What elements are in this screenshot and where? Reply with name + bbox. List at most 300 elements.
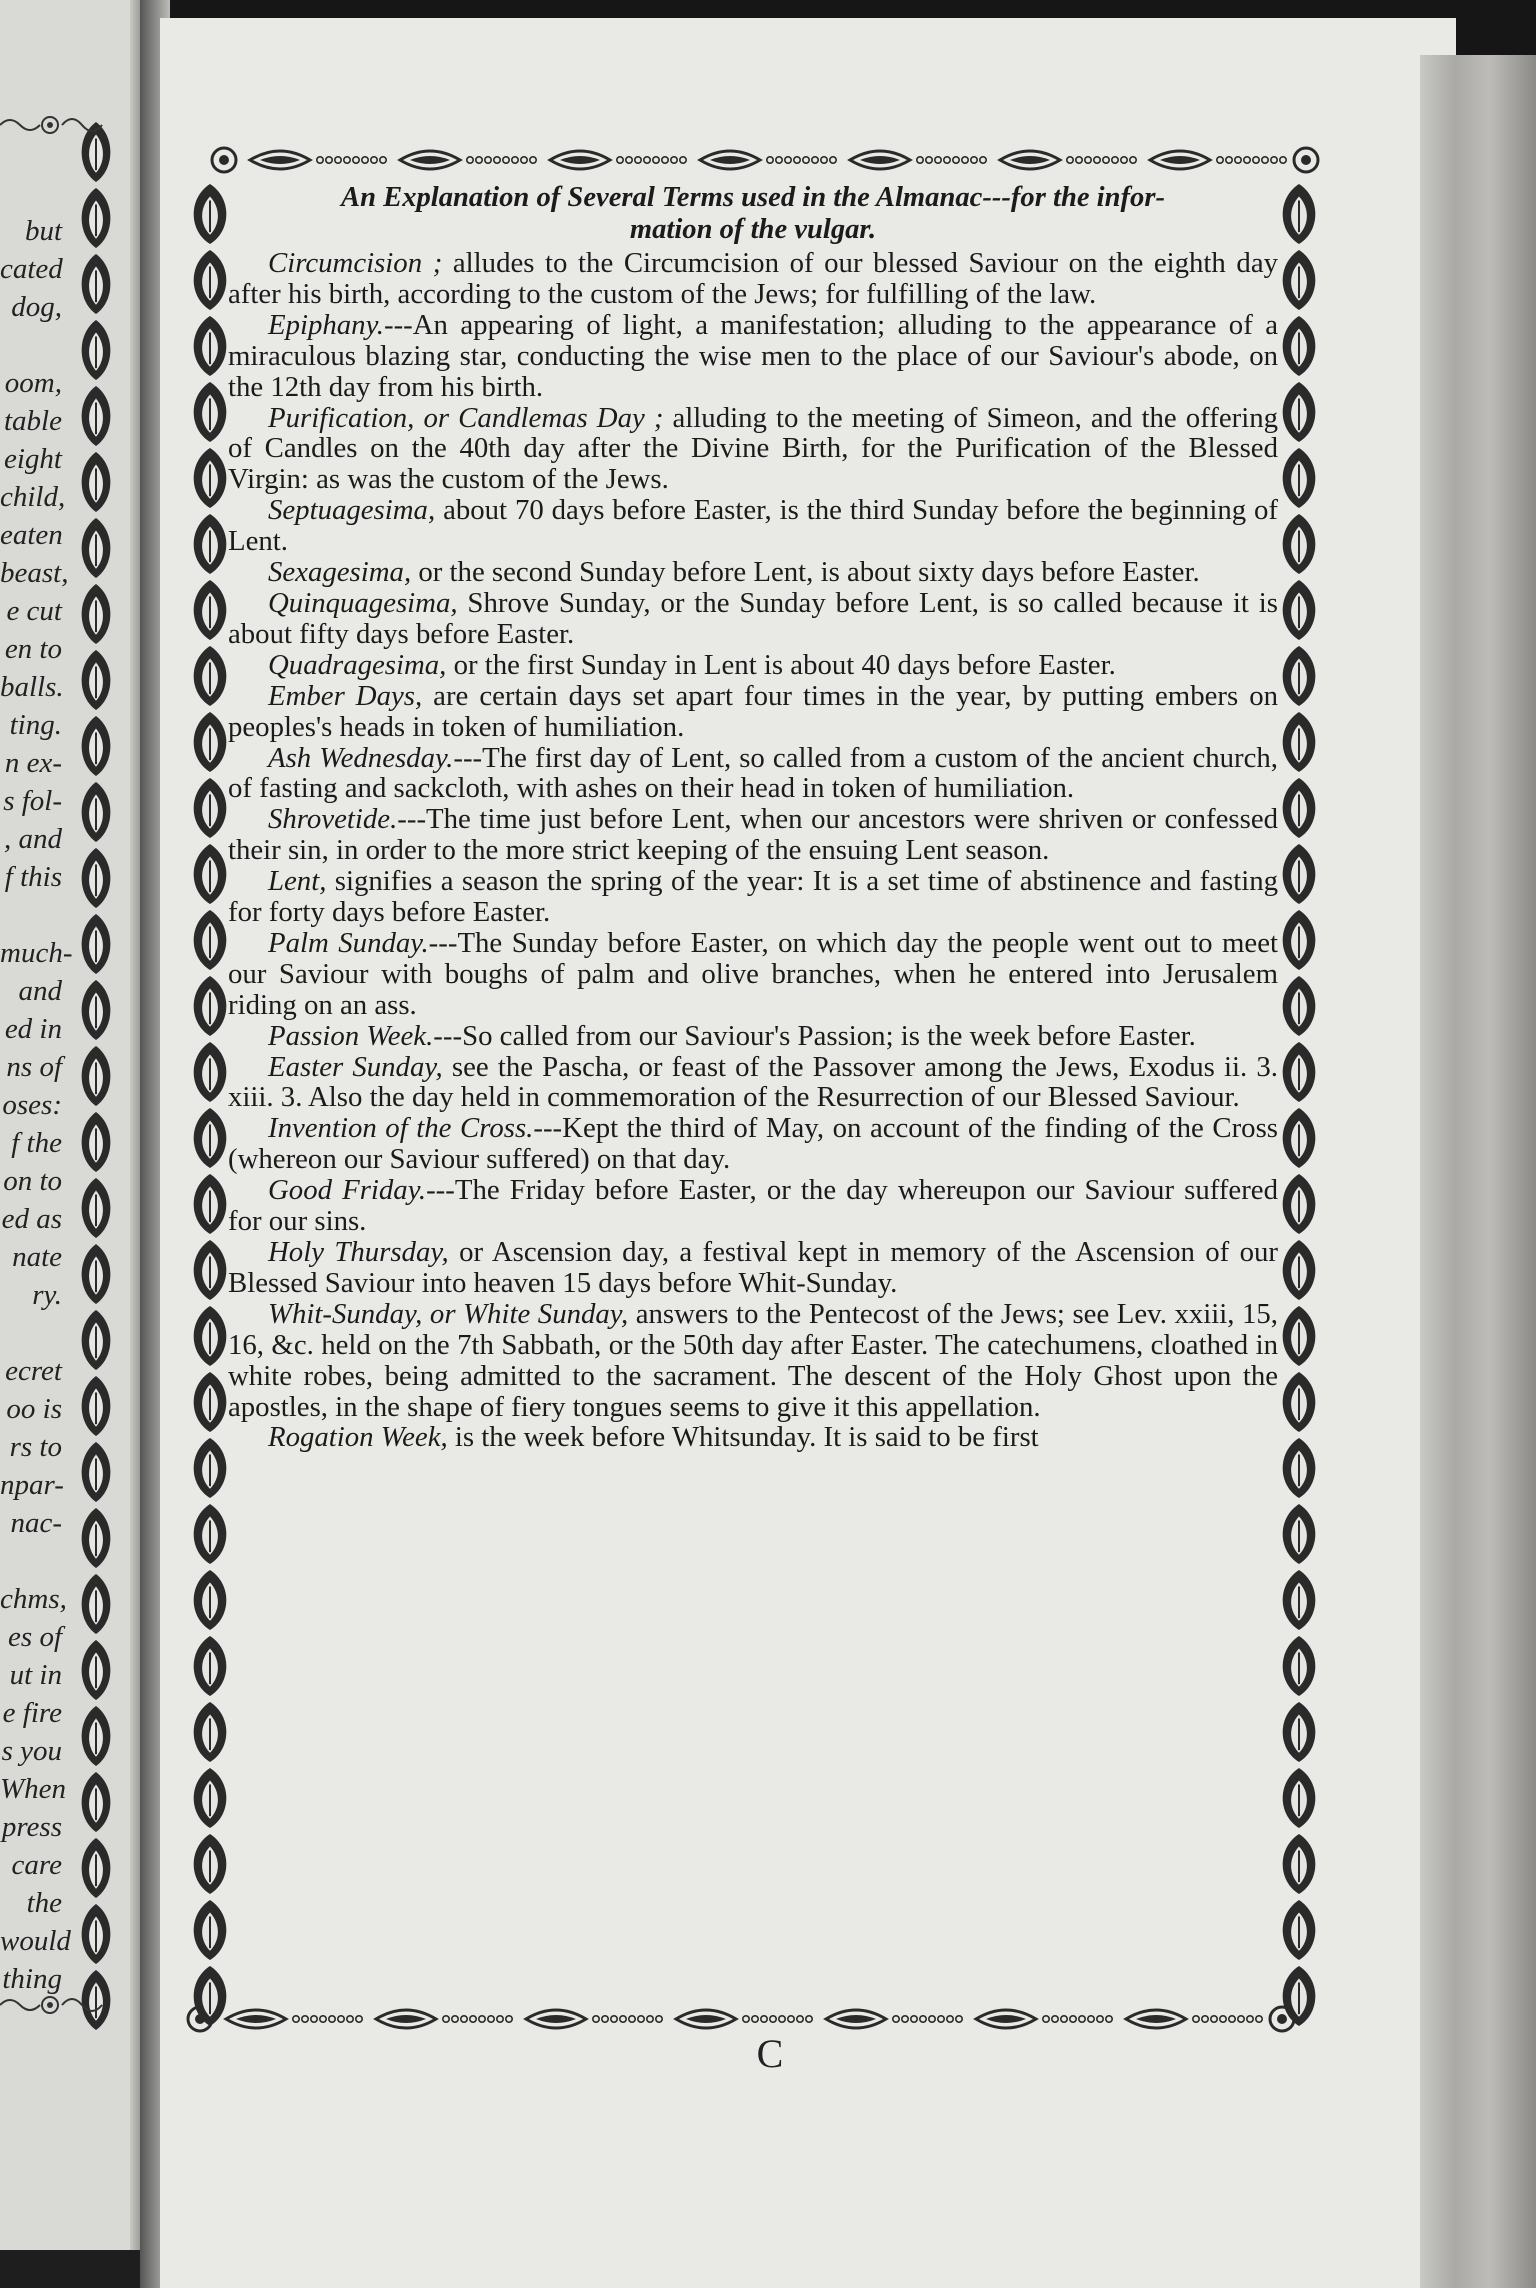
bead bbox=[1130, 157, 1136, 163]
eye-motif-inner bbox=[710, 156, 750, 164]
bead bbox=[506, 2016, 512, 2022]
leaf-ornament bbox=[1283, 1042, 1316, 1102]
term-name: Circumcision ; bbox=[268, 247, 443, 279]
left-page-fragment: ting. bbox=[9, 709, 62, 741]
bead bbox=[338, 2016, 344, 2022]
eye-motif-inner bbox=[986, 2015, 1026, 2023]
bead bbox=[671, 157, 677, 163]
eye-motif-inner bbox=[860, 156, 900, 164]
leaf-ornament bbox=[82, 1442, 111, 1502]
left-page-fragment: rs to bbox=[9, 1431, 62, 1463]
term-name: Whit-Sunday, or White Sunday, bbox=[268, 1297, 629, 1330]
leaf-ornament bbox=[82, 914, 111, 974]
bead bbox=[653, 157, 659, 163]
bead bbox=[944, 157, 950, 163]
term-entry bbox=[228, 588, 1278, 650]
bead bbox=[1271, 157, 1277, 163]
bead bbox=[644, 157, 650, 163]
eye-motif-inner bbox=[1160, 156, 1200, 164]
bead bbox=[494, 157, 500, 163]
leaf-ornament bbox=[194, 1174, 227, 1234]
bead bbox=[452, 2016, 458, 2022]
term-entry bbox=[228, 804, 1278, 866]
bead bbox=[362, 157, 368, 163]
bead bbox=[812, 157, 818, 163]
bead bbox=[1043, 2016, 1049, 2022]
leaf-ornament bbox=[82, 1640, 111, 1700]
leaf-ornament bbox=[1283, 514, 1316, 574]
leaf-ornament bbox=[82, 1376, 111, 1436]
leaf-ornament bbox=[194, 778, 227, 838]
eye-motif-inner bbox=[236, 2015, 276, 2023]
left-page-fragment: s fol- bbox=[3, 785, 62, 817]
bead bbox=[1247, 2016, 1253, 2022]
term-definition: ---So called from our Saviour's Passion; is the week before Easter. bbox=[433, 1019, 1196, 1052]
leaf-ornament bbox=[1283, 580, 1316, 640]
bead bbox=[293, 2016, 299, 2022]
left-page-fragment: oom, bbox=[4, 367, 62, 399]
eye-motif-inner bbox=[560, 156, 600, 164]
term-name: Ember Days, bbox=[268, 679, 423, 712]
term-entries bbox=[228, 248, 1278, 1453]
bead bbox=[1088, 2016, 1094, 2022]
left-page-fragment: on to bbox=[3, 1165, 62, 1197]
term-definition: or Ascension day, a festival kept in memory of the Ascension of our Blessed Saviour into heaven 15 days before Whit-Sunday. bbox=[228, 1236, 1278, 1299]
bead bbox=[752, 2016, 758, 2022]
left-page-fragment: npar- bbox=[0, 1469, 64, 1501]
leaf-ornament bbox=[194, 1636, 227, 1696]
term-definition: are certain days set apart four times in the year, by putting embers on peoples's heads in token of humiliation. bbox=[228, 679, 1278, 743]
term-name: Sexagesima, bbox=[268, 556, 412, 589]
left-page-fragment: chms, bbox=[0, 1583, 67, 1615]
bead bbox=[980, 157, 986, 163]
leaf-ornament bbox=[82, 1706, 111, 1766]
bead bbox=[635, 157, 641, 163]
rosette-center bbox=[1301, 155, 1311, 165]
term-definition: is the week before Whitsunday. It is said to be first bbox=[447, 1421, 1039, 1454]
leaf-ornament bbox=[1283, 1636, 1316, 1696]
term-definition: alluding to the meeting of Simeon, and the offering of Candles on the 40th day after the Divine Birth, for the Purification of the Blessed Virgin: as was the custom of the Jews. bbox=[228, 401, 1278, 496]
leaf-ornament bbox=[1283, 1438, 1316, 1498]
leaf-ornament bbox=[1283, 250, 1316, 310]
leaf-ornament bbox=[194, 844, 227, 904]
left-page-fragment: dog, bbox=[11, 291, 62, 323]
term-definition: about 70 days before Easter, is the third Sunday before the beginning of Lent. bbox=[228, 494, 1278, 558]
leaf-ornament bbox=[194, 1900, 227, 1960]
bead bbox=[629, 2016, 635, 2022]
leaf-ornament bbox=[1283, 910, 1316, 970]
bead bbox=[620, 2016, 626, 2022]
term-definition: ---The Friday before Easter, or the day whereupon our Saviour suffered for our sins. bbox=[228, 1174, 1278, 1238]
left-page-fragment: care bbox=[11, 1849, 62, 1881]
bead bbox=[476, 157, 482, 163]
term-entry bbox=[228, 1237, 1278, 1299]
leaf-ornament bbox=[82, 1046, 111, 1106]
term-definition: signifies a season the spring of the year: It is a set time of abstinence and fasting for forty days before Easter. bbox=[228, 865, 1278, 929]
leaf-ornament bbox=[1283, 1834, 1316, 1894]
bead bbox=[1256, 2016, 1262, 2022]
left-page-fragment: balls. bbox=[0, 671, 64, 703]
bead bbox=[1121, 157, 1127, 163]
term-entry bbox=[228, 743, 1278, 805]
term-definition: see the Pascha, or feast of the Passover among the Jews, Exodus ii. 3. xiii. 3. Also the day held in commemoration of the Resurrection of our Blessed Saviour. bbox=[228, 1050, 1278, 1114]
leaf-ornament bbox=[194, 250, 227, 310]
term-entry bbox=[228, 928, 1278, 1021]
bead bbox=[470, 2016, 476, 2022]
leaf-ornament bbox=[1283, 1372, 1316, 1432]
term-definition: answers to the Pentecost of the Jews; see Lev. xxiii, 15, 16, &c. held on the 7th Sabbath, or the 50th day after Easter. The catechumens, cloathed in white robes, being admitted to the sacrament. The descent of the Holy Ghost upon the apostles, in the shape of fiery tongues seems to give it this appellation. bbox=[228, 1297, 1278, 1423]
bead bbox=[479, 2016, 485, 2022]
leaf-ornament bbox=[194, 580, 227, 640]
eye-motif-inner bbox=[1010, 156, 1050, 164]
term-entry bbox=[228, 1052, 1278, 1114]
leaf-ornament bbox=[1283, 1174, 1316, 1234]
left-page-fragment: e cut bbox=[6, 595, 62, 627]
left-page-top-ornament bbox=[0, 105, 120, 145]
leaf-ornament bbox=[194, 184, 227, 244]
title-line-2: mation of the vulgar. bbox=[629, 214, 877, 245]
leaf-ornament bbox=[82, 1508, 111, 1568]
leaf-ornament bbox=[1283, 976, 1316, 1036]
leaf-ornament bbox=[194, 1438, 227, 1498]
bead bbox=[521, 157, 527, 163]
leaf-ornament bbox=[194, 316, 227, 376]
eye-motif-inner bbox=[386, 2015, 426, 2023]
bead bbox=[1238, 2016, 1244, 2022]
leaf-ornament bbox=[82, 782, 111, 842]
rosette-center bbox=[219, 155, 229, 165]
leaf-ornament bbox=[194, 1042, 227, 1102]
bead bbox=[926, 157, 932, 163]
leaf-ornament bbox=[1283, 1108, 1316, 1168]
eye-motif-inner bbox=[686, 2015, 726, 2023]
term-entry bbox=[228, 866, 1278, 928]
bead bbox=[593, 2016, 599, 2022]
bead bbox=[611, 2016, 617, 2022]
term-name: Quinquagesima, bbox=[268, 586, 458, 619]
term-name: Holy Thursday, bbox=[268, 1236, 449, 1268]
term-name: Epiphany. bbox=[268, 308, 384, 341]
leaf-ornament bbox=[82, 1904, 111, 1964]
bead bbox=[911, 2016, 917, 2022]
left-page-fragment: es of bbox=[8, 1621, 62, 1653]
bead bbox=[797, 2016, 803, 2022]
term-name: Easter Sunday, bbox=[268, 1050, 443, 1083]
leaf-ornament bbox=[194, 1702, 227, 1762]
bead bbox=[917, 157, 923, 163]
term-definition: or the second Sunday before Lent, is about sixty days before Easter. bbox=[411, 556, 1200, 589]
bead bbox=[779, 2016, 785, 2022]
term-entry bbox=[228, 1299, 1278, 1423]
bead bbox=[830, 157, 836, 163]
bead bbox=[1085, 157, 1091, 163]
bead bbox=[971, 157, 977, 163]
leaf-ornament bbox=[194, 1768, 227, 1828]
leaf-ornament bbox=[194, 1372, 227, 1432]
leaf-ornament bbox=[1283, 844, 1316, 904]
bead bbox=[530, 157, 536, 163]
leaf-ornament bbox=[82, 188, 111, 248]
bead bbox=[929, 2016, 935, 2022]
term-name: Lent, bbox=[268, 865, 327, 898]
left-page-fragment: nate bbox=[12, 1241, 62, 1273]
left-page-fragment: much- bbox=[0, 937, 73, 969]
leaf-ornament bbox=[194, 1570, 227, 1630]
term-entry bbox=[228, 650, 1278, 681]
bead bbox=[743, 2016, 749, 2022]
bead bbox=[347, 2016, 353, 2022]
page-edges bbox=[1420, 55, 1536, 2288]
term-definition: ---Kept the third of May, on account of the finding of the Cross (whereon our Saviour suffered) on that day. bbox=[228, 1112, 1278, 1176]
bead bbox=[335, 157, 341, 163]
leaf-ornament bbox=[82, 980, 111, 1040]
leaf-ornament bbox=[82, 650, 111, 710]
leaf-ornament bbox=[82, 1838, 111, 1898]
bead bbox=[353, 157, 359, 163]
leaf-ornament bbox=[82, 452, 111, 512]
term-definition: or the first Sunday in Lent is about 40 days before Easter. bbox=[446, 648, 1116, 681]
bead bbox=[1079, 2016, 1085, 2022]
eye-motif-inner bbox=[410, 156, 450, 164]
leaf-ornament bbox=[194, 712, 227, 772]
leaf-ornament bbox=[82, 1112, 111, 1172]
bead bbox=[443, 2016, 449, 2022]
bead bbox=[1106, 2016, 1112, 2022]
bead bbox=[512, 157, 518, 163]
leaf-ornament bbox=[1283, 1504, 1316, 1564]
bead bbox=[503, 157, 509, 163]
leaf-ornament bbox=[1283, 1702, 1316, 1762]
left-page-fragment: would bbox=[0, 1925, 71, 1957]
title-line-1: An Explanation of Several Terms used in the Almanac---for the infor- bbox=[341, 182, 1165, 213]
leaf-ornament bbox=[82, 518, 111, 578]
leaf-ornament bbox=[82, 848, 111, 908]
left-facing-page bbox=[0, 0, 148, 2250]
leaf-ornament bbox=[82, 320, 111, 380]
bead bbox=[767, 157, 773, 163]
term-entry bbox=[228, 495, 1278, 557]
bead bbox=[902, 2016, 908, 2022]
bead bbox=[626, 157, 632, 163]
left-page-bottom-ornament bbox=[0, 1985, 120, 2025]
term-name: Septuagesima, bbox=[268, 494, 436, 527]
bead bbox=[647, 2016, 653, 2022]
left-page-fragment: but bbox=[24, 215, 62, 247]
bead bbox=[893, 2016, 899, 2022]
left-page-fragment: and bbox=[18, 975, 62, 1007]
leaf-ornament bbox=[194, 1240, 227, 1300]
left-page-fragment: ns of bbox=[6, 1051, 62, 1083]
left-page-fragment: beast, bbox=[0, 557, 69, 589]
leaf-ornament bbox=[1283, 1240, 1316, 1300]
bead bbox=[1244, 157, 1250, 163]
bead bbox=[488, 2016, 494, 2022]
bead bbox=[497, 2016, 503, 2022]
term-entry bbox=[228, 248, 1278, 310]
term-name: Ash Wednesday. bbox=[268, 741, 454, 774]
bead bbox=[467, 157, 473, 163]
term-name: Passion Week. bbox=[268, 1019, 434, 1052]
page-text bbox=[228, 182, 1278, 1992]
rosette-center bbox=[1277, 2014, 1287, 2024]
left-page-fragment: press bbox=[1, 1811, 62, 1843]
leaf-ornament bbox=[1283, 712, 1316, 772]
bead bbox=[1052, 2016, 1058, 2022]
eye-motif-inner bbox=[536, 2015, 576, 2023]
left-page-fragment: eight bbox=[4, 443, 62, 475]
term-definition: alludes to the Circumcision of our blessed Saviour on the eighth day after his birth, according to the custom of the Jews; for fulfilling of the law. bbox=[228, 247, 1278, 310]
bead bbox=[485, 157, 491, 163]
term-entry bbox=[228, 1175, 1278, 1237]
bead bbox=[656, 2016, 662, 2022]
term-name: Invention of the Cross. bbox=[268, 1112, 534, 1145]
left-page-fragment: ut in bbox=[9, 1659, 62, 1691]
bead bbox=[302, 2016, 308, 2022]
term-definition: ---The time just before Lent, when our ancestors were shriven or confessed their sin, in order to the more strict keeping of the ensuing Lent season. bbox=[228, 803, 1278, 867]
left-page-fragment: eaten bbox=[0, 519, 63, 551]
bead bbox=[1076, 157, 1082, 163]
bead bbox=[371, 157, 377, 163]
leaf-ornament bbox=[82, 1178, 111, 1238]
term-definition: ---An appearing of light, a manifestation; alluding to the appearance of a miraculous blazing star, conducting the wise men to the place of our Saviour's abode, on the 12th day from his birth. bbox=[228, 308, 1278, 403]
leaf-ornament bbox=[1283, 1306, 1316, 1366]
left-page-fragment: en to bbox=[4, 633, 62, 665]
leaf-ornament bbox=[1283, 382, 1316, 442]
bead bbox=[311, 2016, 317, 2022]
leaf-ornament bbox=[194, 1834, 227, 1894]
leaf-ornament bbox=[194, 1306, 227, 1366]
left-page-fragment: oses: bbox=[2, 1089, 62, 1121]
bead bbox=[803, 157, 809, 163]
bead bbox=[1112, 157, 1118, 163]
term-definition: Shrove Sunday, or the Sunday before Lent, is so called because it is about fifty days before Easter. bbox=[228, 586, 1278, 650]
left-page-fragment: n ex- bbox=[4, 747, 62, 779]
bead bbox=[1253, 157, 1259, 163]
bead bbox=[461, 2016, 467, 2022]
bead bbox=[962, 157, 968, 163]
bead bbox=[1229, 2016, 1235, 2022]
left-page-fragment: thing bbox=[2, 1963, 62, 1995]
bead bbox=[776, 157, 782, 163]
leaf-ornament bbox=[194, 382, 227, 442]
term-name: Quadragesima, bbox=[268, 648, 447, 681]
bead bbox=[1103, 157, 1109, 163]
bead bbox=[680, 157, 686, 163]
bead bbox=[662, 157, 668, 163]
term-definition: ---The Sunday before Easter, on which day the people went out to meet our Saviour with boughs of palm and olive branches, when he entered into Jerusalem riding on an ass. bbox=[228, 926, 1278, 1021]
bead bbox=[1193, 2016, 1199, 2022]
leaf-ornament bbox=[82, 1310, 111, 1370]
term-definition: ---The first day of Lent, so called from a custom of the ancient church, of fasting and sackcloth, with ashes on their head in token of humiliation. bbox=[228, 741, 1278, 805]
bead bbox=[1202, 2016, 1208, 2022]
left-page-fragment: ry. bbox=[32, 1279, 62, 1311]
bead bbox=[1280, 157, 1286, 163]
term-entry bbox=[228, 310, 1278, 403]
bead bbox=[953, 157, 959, 163]
term-name: Good Friday. bbox=[268, 1174, 427, 1207]
left-page-fragment: table bbox=[4, 405, 62, 437]
bead bbox=[1097, 2016, 1103, 2022]
top-ornamental-border bbox=[200, 138, 1330, 182]
bead bbox=[380, 157, 386, 163]
bead bbox=[1061, 2016, 1067, 2022]
bead bbox=[317, 157, 323, 163]
left-page-fragment: ed in bbox=[4, 1013, 62, 1045]
bead bbox=[1220, 2016, 1226, 2022]
term-entry bbox=[228, 681, 1278, 743]
bead bbox=[761, 2016, 767, 2022]
leaf-ornament bbox=[194, 646, 227, 706]
leaf-ornament bbox=[194, 910, 227, 970]
left-page-fragment: , and bbox=[4, 823, 62, 855]
bead bbox=[785, 157, 791, 163]
leaf-ornament bbox=[82, 716, 111, 776]
bead bbox=[1067, 157, 1073, 163]
page-title bbox=[228, 182, 1278, 246]
leaf-ornament bbox=[194, 1108, 227, 1168]
leaf-ornament bbox=[194, 976, 227, 1036]
left-page-fragment: f this bbox=[4, 861, 62, 893]
left-page-fragment: nac- bbox=[10, 1507, 62, 1539]
leaf-ornament bbox=[82, 584, 111, 644]
bead bbox=[617, 157, 623, 163]
term-name: Purification, or Candlemas Day ; bbox=[268, 401, 664, 434]
bead bbox=[938, 2016, 944, 2022]
left-page-fragment: ecret bbox=[5, 1355, 62, 1387]
bead bbox=[356, 2016, 362, 2022]
bead bbox=[1217, 157, 1223, 163]
bead bbox=[1094, 157, 1100, 163]
leaf-ornament bbox=[1283, 184, 1316, 244]
bead bbox=[320, 2016, 326, 2022]
left-page-fragment: When bbox=[0, 1773, 67, 1805]
term-entry bbox=[228, 1021, 1278, 1052]
bead bbox=[947, 2016, 953, 2022]
leaf-ornament bbox=[82, 386, 111, 446]
leaf-ornament bbox=[1283, 316, 1316, 376]
signature-mark: C bbox=[756, 2031, 784, 2076]
bead bbox=[1226, 157, 1232, 163]
left-page-fragment: ed as bbox=[1, 1203, 62, 1235]
leaf-ornament bbox=[82, 1574, 111, 1634]
bead bbox=[935, 157, 941, 163]
leaf-ornament bbox=[1283, 448, 1316, 508]
left-page-leaf-border bbox=[74, 120, 118, 2000]
leaf-ornament bbox=[82, 254, 111, 314]
eye-motif-inner bbox=[260, 156, 300, 164]
bead bbox=[638, 2016, 644, 2022]
bead bbox=[1211, 2016, 1217, 2022]
bead bbox=[788, 2016, 794, 2022]
left-page-fragment: child, bbox=[0, 481, 66, 513]
left-page-fragment: the bbox=[26, 1887, 62, 1919]
leaf-ornament bbox=[1283, 1900, 1316, 1960]
leaf-ornament bbox=[194, 448, 227, 508]
leaf-ornament bbox=[1283, 778, 1316, 838]
left-page-fragment: f the bbox=[11, 1127, 62, 1159]
bead bbox=[920, 2016, 926, 2022]
bead bbox=[329, 2016, 335, 2022]
bead bbox=[602, 2016, 608, 2022]
left-page-fragment: cated bbox=[0, 253, 63, 285]
bead bbox=[1235, 157, 1241, 163]
leaf-ornament bbox=[194, 514, 227, 574]
term-name: Palm Sunday. bbox=[268, 926, 429, 959]
leaf-ornament bbox=[194, 1504, 227, 1564]
term-name: Shrovetide. bbox=[268, 803, 398, 836]
leaf-ornament bbox=[1283, 646, 1316, 706]
leaf-ornament bbox=[1283, 1570, 1316, 1630]
